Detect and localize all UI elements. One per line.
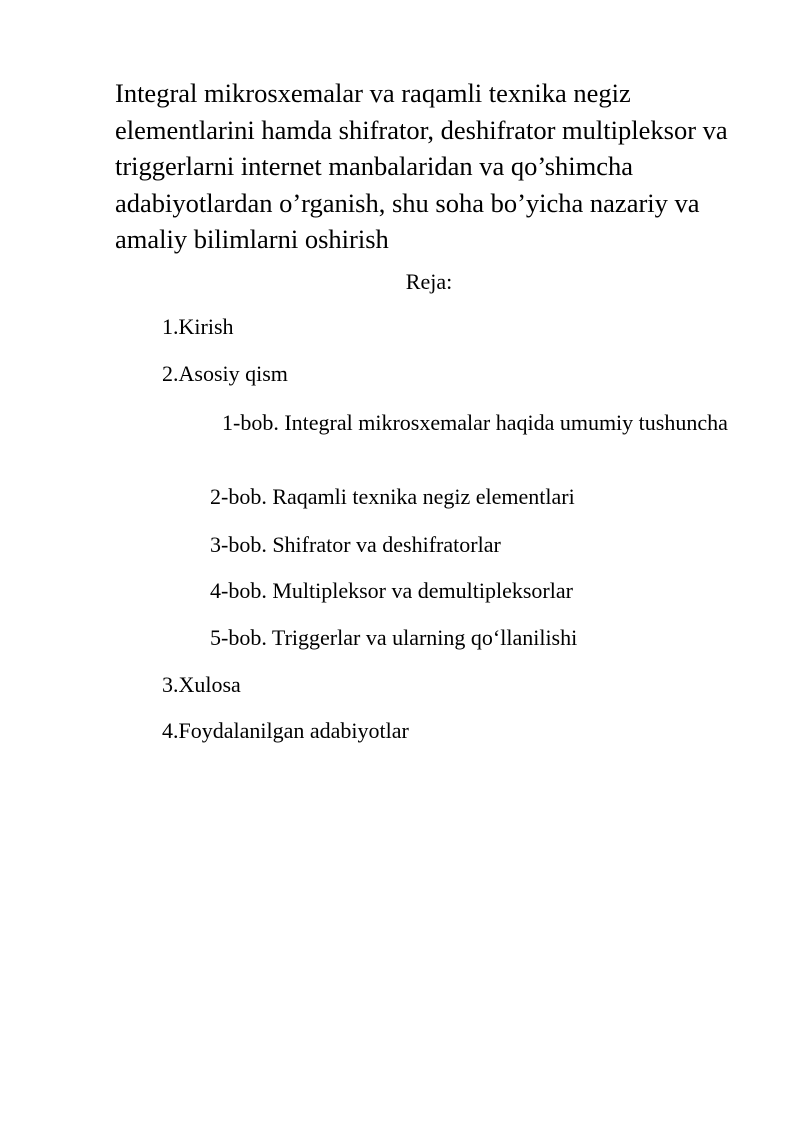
plan-item-conclusion: 3.Xulosa <box>162 672 241 697</box>
plan-item-main: 2.Asosiy qism <box>162 361 288 386</box>
document-title: Integral mikrosxemalar va raqamli texnika negiz elementlarini hamda shifrator, deshifrator multipleksor va triggerlarni internet manbalaridan va qo’shimcha adabiyotlardan o’rganish, shu soha bo’yicha nazariy va amaliy bilimlarni oshirish <box>115 78 728 254</box>
plan-chapter-3: 3-bob. Shifrator va deshifratorlar <box>210 532 501 557</box>
plan-heading: Reja: <box>405 269 453 294</box>
plan-chapter-2: 2-bob. Raqamli texnika negiz elementlari <box>210 484 575 509</box>
plan-item-references: 4.Foydalanilgan adabiyotlar <box>162 718 409 743</box>
plan-chapter-4: 4-bob. Multipleksor va demultipleksorlar <box>210 578 573 603</box>
plan-item-intro: 1.Kirish <box>162 314 234 339</box>
plan-chapter-5: 5-bob. Triggerlar va ularning qo‘llanilishi <box>210 625 578 650</box>
plan-chapter-1: 1-bob. Integral mikrosxemalar haqida umumiy tushuncha <box>222 410 728 435</box>
